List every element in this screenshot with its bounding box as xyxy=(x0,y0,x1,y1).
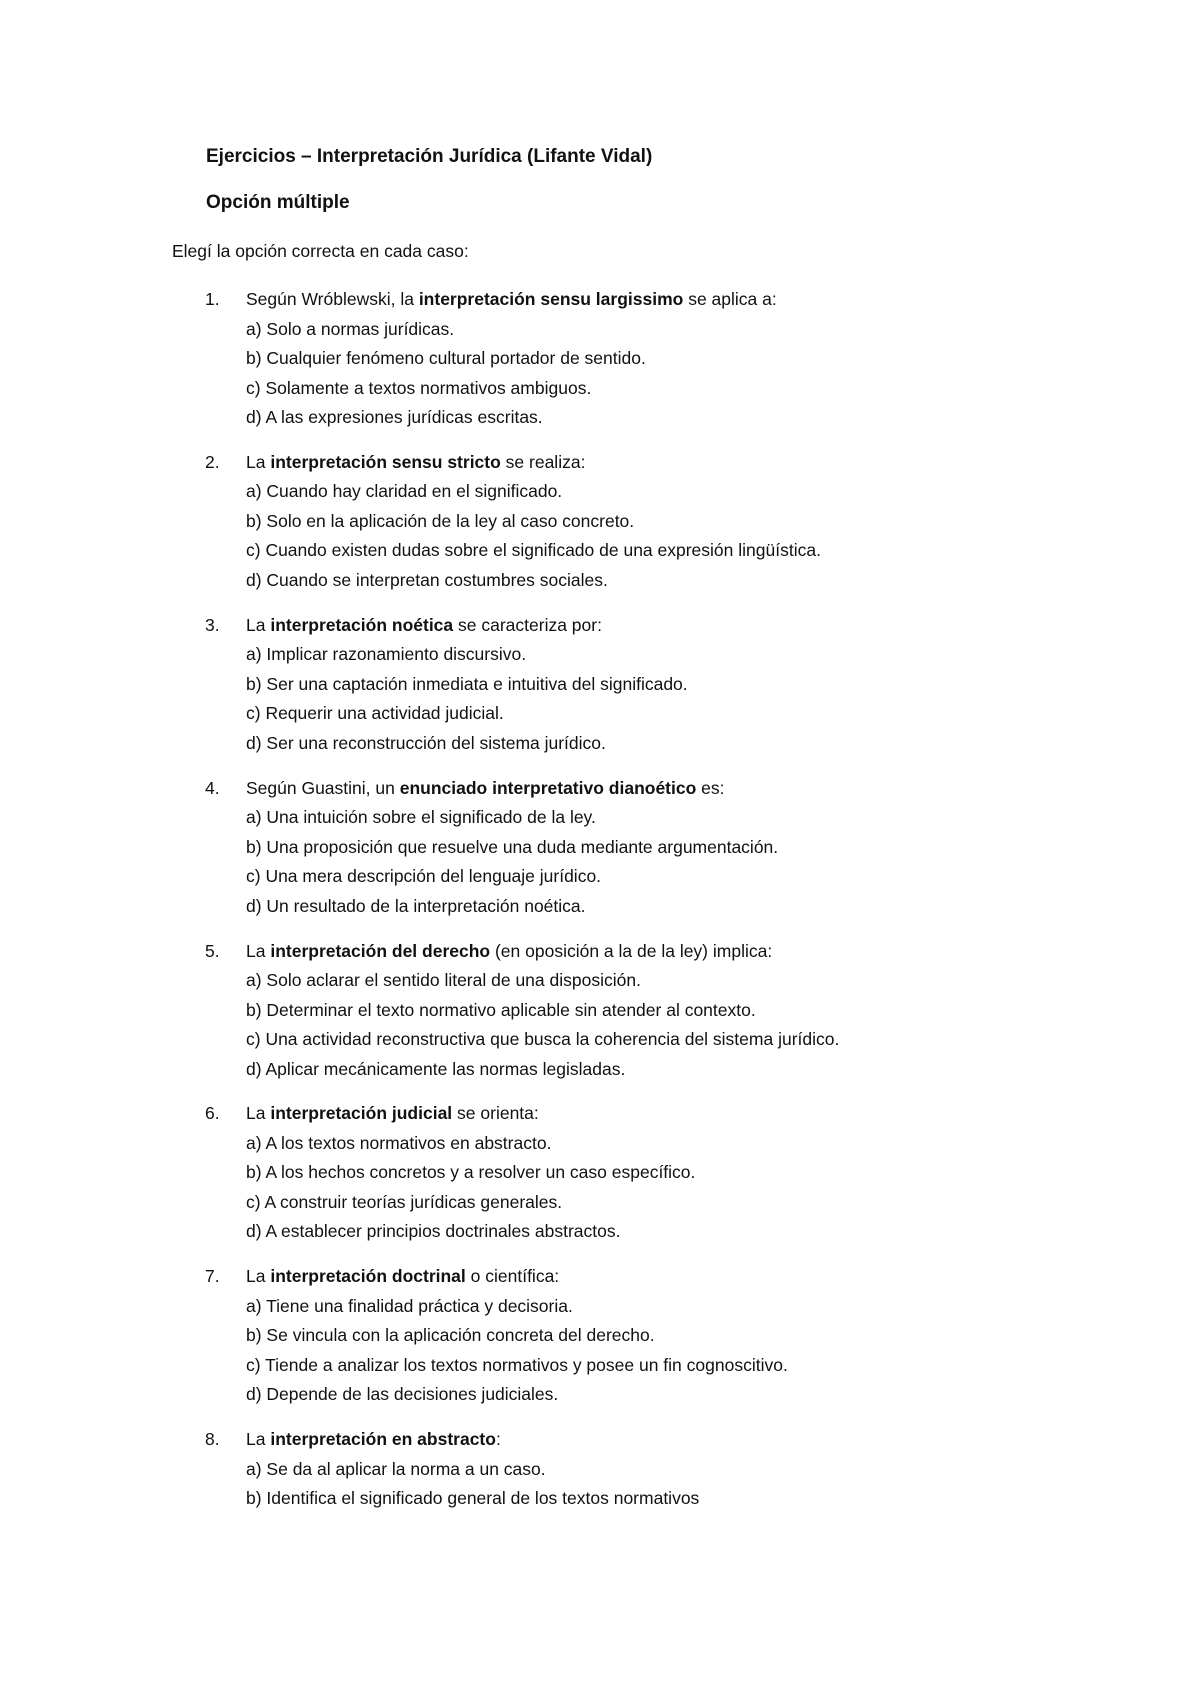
question-text-post: o científica: xyxy=(465,1266,560,1287)
question-stem xyxy=(206,448,1106,478)
answer-option: c) Una actividad reconstructiva que busca la coherencia del sistema jurídico. xyxy=(246,1029,840,1050)
question-number: 2. xyxy=(205,451,220,472)
question-item xyxy=(206,611,1106,759)
question-text-post: : xyxy=(495,1429,501,1450)
question-key-term: interpretación doctrinal xyxy=(270,1266,466,1287)
question-text xyxy=(206,1425,1106,1455)
question-text xyxy=(206,937,1106,967)
question-key-term: interpretación judicial xyxy=(270,1103,453,1124)
answer-option: d) A las expresiones jurídicas escritas. xyxy=(246,407,543,427)
answer-option: b) Cualquier fenómeno cultural portador de sentido. xyxy=(246,348,646,368)
answer-option: b) A los hechos concretos y a resolver un caso específico. xyxy=(246,1162,696,1183)
question-text-pre: La xyxy=(246,1103,271,1124)
question-text-pre: La xyxy=(246,451,271,472)
answer-option: c) Cuando existen dudas sobre el significado de una expresión lingüística. xyxy=(246,540,821,561)
question-text-pre: La xyxy=(246,1429,271,1450)
question-key-term: interpretación noética xyxy=(270,614,454,635)
answer-option: a) Solo a normas jurídicas. xyxy=(246,318,455,339)
answer-option: a) Una intuición sobre el significado de la ley. xyxy=(246,807,596,828)
question-text-post: (en oposición a la de la ley) implica: xyxy=(490,940,773,961)
question-text-post: se orienta: xyxy=(452,1103,539,1124)
answer-option: a) Solo aclarar el sentido literal de una disposición. xyxy=(246,970,641,991)
answer-option: b) Ser una captación inmediata e intuitiva del significado. xyxy=(246,673,688,694)
option-list xyxy=(206,803,1106,921)
question-text xyxy=(206,774,1106,804)
option-list xyxy=(206,1455,1106,1514)
question-stem xyxy=(206,1099,1106,1129)
question-item xyxy=(206,937,1106,1085)
answer-option: b) Identifica el significado general de los textos normativos xyxy=(246,1488,700,1509)
question-text xyxy=(206,1262,1106,1292)
question-text xyxy=(206,611,1106,641)
answer-option: c) Solamente a textos normativos ambiguos. xyxy=(246,377,592,398)
question-number: 6. xyxy=(205,1103,220,1124)
question-text-pre: Según Guastini, un xyxy=(246,777,400,798)
question-key-term: enunciado interpretativo dianoético xyxy=(399,777,697,798)
question-key-term: interpretación sensu stricto xyxy=(270,451,501,472)
question-number: 4. xyxy=(205,777,220,798)
answer-option: d) Un resultado de la interpretación noética. xyxy=(246,895,586,916)
question-text-pre: La xyxy=(246,1266,271,1287)
option-list xyxy=(206,966,1106,1084)
question-number: 1. xyxy=(205,289,220,309)
question-text-post: se realiza: xyxy=(500,451,586,472)
question-stem xyxy=(206,1262,1106,1292)
document-title: Ejercicios – Interpretación Jurídica (Lifante Vidal) xyxy=(206,146,653,167)
answer-option: d) Depende de las decisiones judiciales. xyxy=(246,1384,559,1405)
option-list xyxy=(206,315,1106,433)
question-stem xyxy=(206,611,1106,641)
question-stem xyxy=(206,285,1106,315)
question-text xyxy=(206,285,1106,315)
question-text-pre: La xyxy=(246,940,271,961)
question-number: 7. xyxy=(205,1266,220,1287)
question-stem xyxy=(206,774,1106,804)
answer-option: a) Se da al aplicar la norma a un caso. xyxy=(246,1458,546,1479)
question-number: 8. xyxy=(205,1429,220,1450)
question-item xyxy=(206,1099,1106,1247)
question-key-term: interpretación sensu largissimo xyxy=(418,289,684,309)
answer-option: a) Implicar razonamiento discursivo. xyxy=(246,644,527,665)
answer-option: b) Una proposición que resuelve una duda mediante argumentación. xyxy=(246,836,779,857)
question-number: 3. xyxy=(205,614,220,635)
option-list xyxy=(206,477,1106,595)
question-number: 5. xyxy=(205,940,220,961)
answer-option: b) Determinar el texto normativo aplicable sin atender al contexto. xyxy=(246,999,756,1020)
question-text xyxy=(206,1099,1106,1129)
answer-option: c) A construir teorías jurídicas generales. xyxy=(246,1191,563,1212)
answer-option: b) Solo en la aplicación de la ley al caso concreto. xyxy=(246,510,635,531)
answer-option: c) Una mera descripción del lenguaje jurídico. xyxy=(246,866,602,887)
option-list xyxy=(206,640,1106,758)
option-list xyxy=(206,1129,1106,1247)
answer-option: d) Cuando se interpretan costumbres sociales. xyxy=(246,569,608,590)
answer-option: d) Ser una reconstrucción del sistema jurídico. xyxy=(246,732,606,753)
answer-option: a) A los textos normativos en abstracto. xyxy=(246,1132,552,1153)
question-text-post: se aplica a: xyxy=(683,289,777,309)
answer-option: a) Tiene una finalidad práctica y decisoria. xyxy=(246,1295,573,1316)
answer-option: d) A establecer principios doctrinales abstractos. xyxy=(246,1221,621,1242)
answer-option: c) Tiende a analizar los textos normativos y posee un fin cognoscitivo. xyxy=(246,1354,788,1375)
question-text xyxy=(206,448,1106,478)
question-stem xyxy=(206,937,1106,967)
answer-option: b) Se vincula con la aplicación concreta del derecho. xyxy=(246,1325,655,1346)
instructions-text: Elegí la opción correcta en cada caso: xyxy=(172,241,469,261)
answer-option: a) Cuando hay claridad en el significado. xyxy=(246,481,563,502)
question-key-term: interpretación del derecho xyxy=(270,940,491,961)
answer-option: d) Aplicar mecánicamente las normas legisladas. xyxy=(246,1058,626,1079)
question-item xyxy=(206,1262,1106,1410)
section-title: Opción múltiple xyxy=(206,192,350,213)
question-text-pre: Según Wróblewski, la xyxy=(246,289,419,309)
question-text-post: se caracteriza por: xyxy=(453,614,602,635)
question-item xyxy=(206,1425,1106,1514)
question-key-term: interpretación en abstracto xyxy=(270,1429,496,1450)
question-text-pre: La xyxy=(246,614,271,635)
question-item xyxy=(206,285,1106,433)
answer-option: c) Requerir una actividad judicial. xyxy=(246,703,504,724)
question-item xyxy=(206,448,1106,596)
question-stem xyxy=(206,1425,1106,1455)
question-list xyxy=(206,285,1106,1529)
question-item xyxy=(206,774,1106,922)
question-text-post: es: xyxy=(696,777,725,798)
option-list xyxy=(206,1292,1106,1410)
